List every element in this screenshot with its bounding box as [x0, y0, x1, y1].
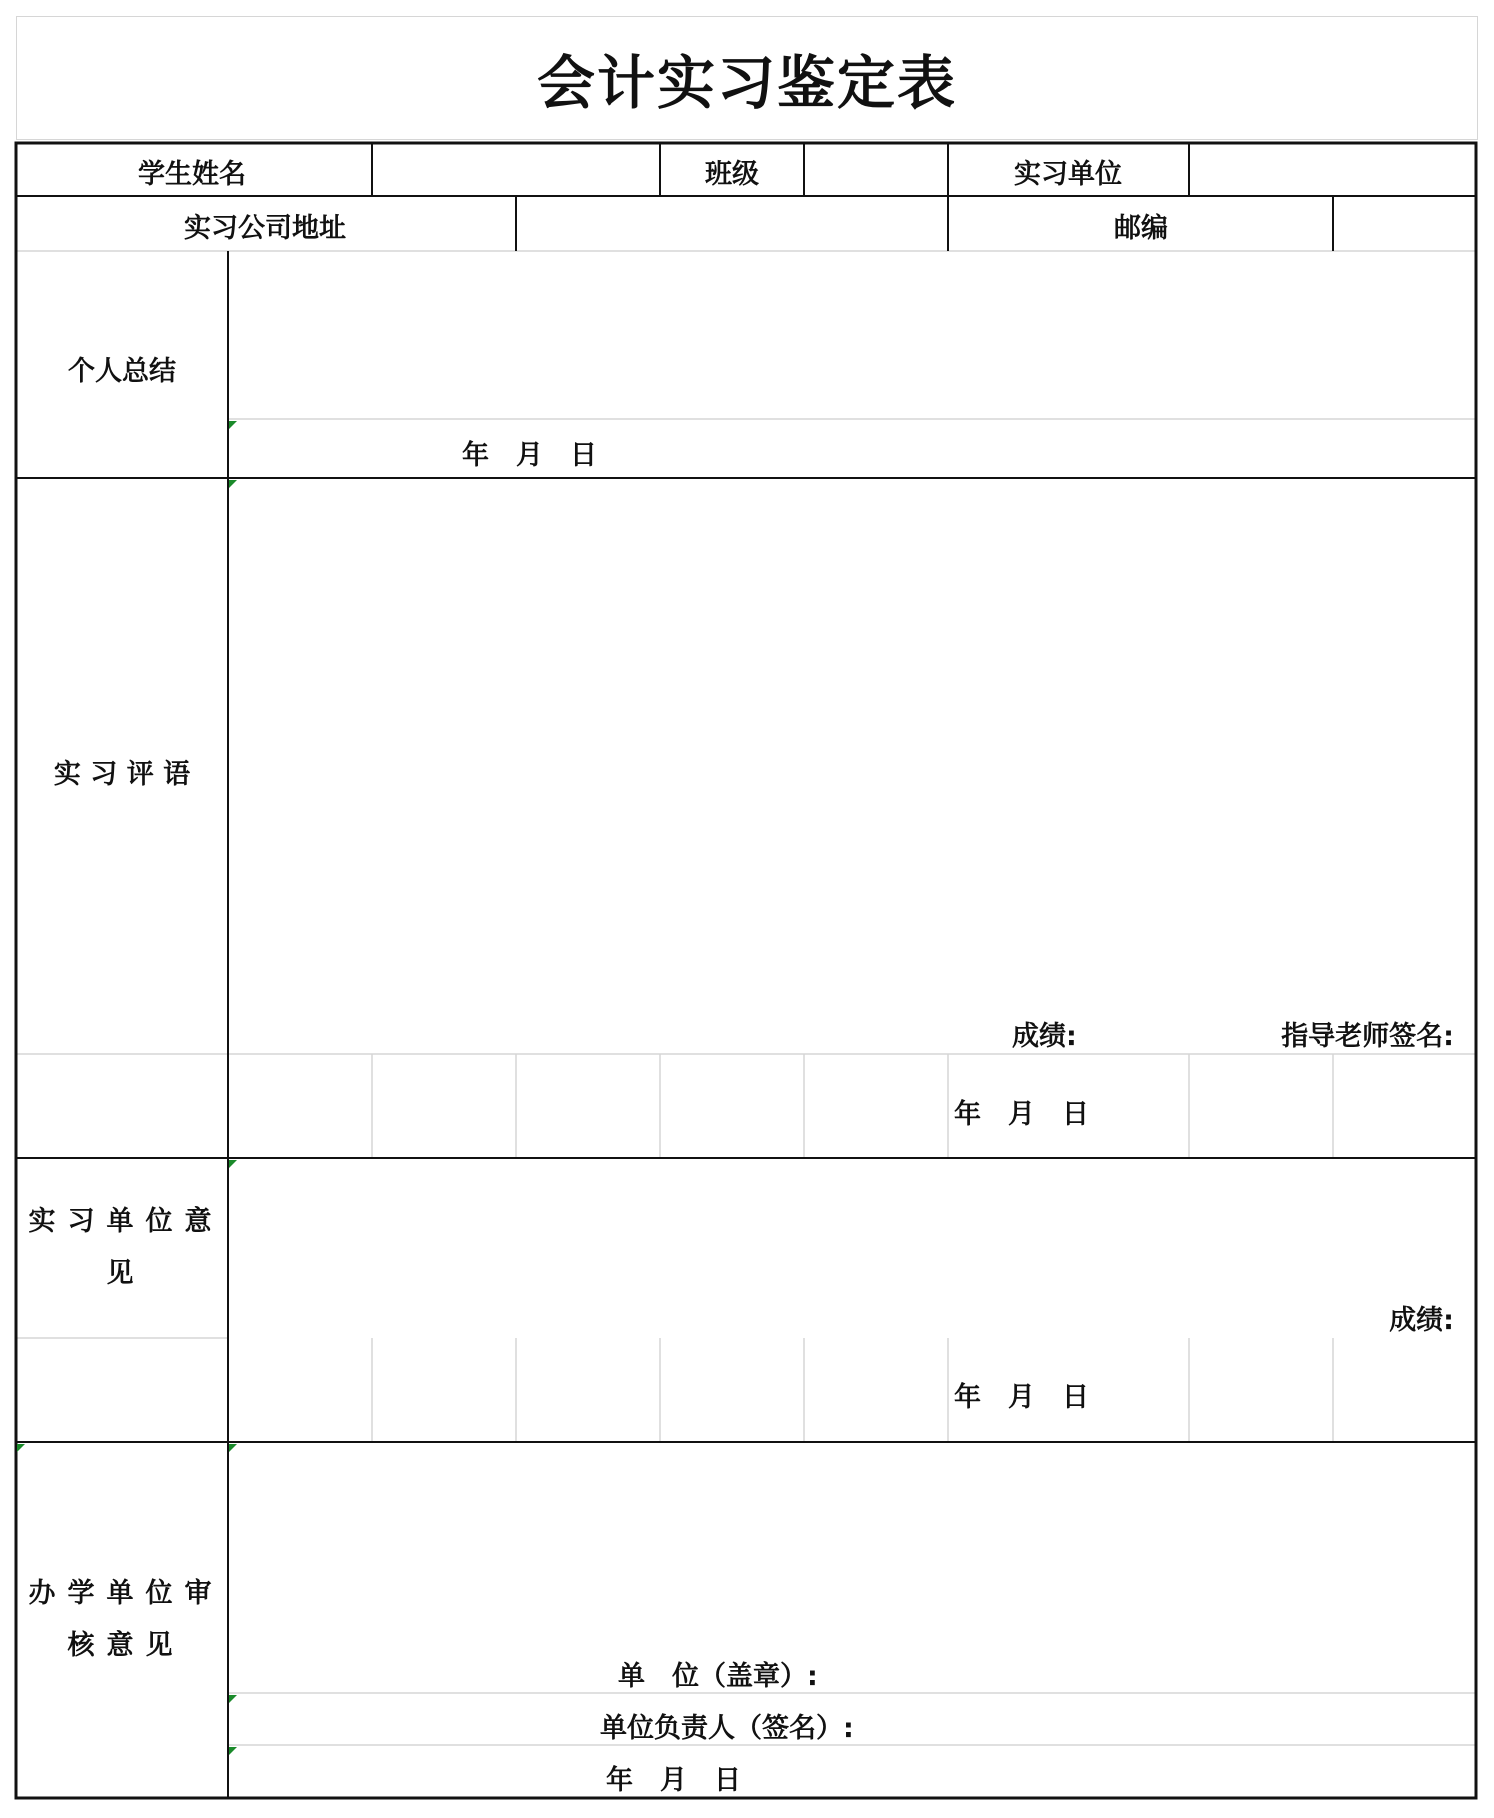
internship-comment-field[interactable]: [230, 480, 1474, 1000]
school-review-field[interactable]: [230, 1444, 1474, 1644]
cell-marker: [229, 1747, 237, 1755]
cell-marker: [17, 1444, 25, 1452]
comment-date: 年 月 日: [954, 1099, 1089, 1130]
school-review-date: 年 月 日: [606, 1765, 741, 1796]
school-review-label-line2: 核意见: [67, 1630, 185, 1661]
company-address-label: 实习公司地址: [184, 213, 346, 244]
school-review-label: [20, 1568, 232, 1672]
personal-summary-field[interactable]: [230, 253, 1474, 417]
zip-code-field[interactable]: [1335, 198, 1474, 249]
zip-code-label: 邮编: [1114, 213, 1168, 244]
unit-opinion-field[interactable]: [230, 1160, 1474, 1280]
unit-leader-signature-label: 单位负责人（签名）:: [600, 1713, 854, 1744]
internship-unit-field[interactable]: [1191, 145, 1474, 194]
class-label: 班级: [705, 159, 759, 190]
unit-opinion-date: 年 月 日: [954, 1382, 1089, 1413]
unit-opinion-score-label: 成绩:: [1389, 1305, 1454, 1336]
unit-opinion-label-line1: 实习单位意: [28, 1206, 224, 1237]
form-title: 会计实习鉴定表: [536, 49, 957, 117]
cell-marker: [229, 421, 237, 429]
student-name-field[interactable]: [374, 145, 658, 194]
summary-date: 年 月 日: [462, 440, 597, 471]
unit-seal-label: 单 位（盖章）:: [618, 1661, 818, 1692]
internship-comment-label: 实 习 评 语: [53, 759, 191, 790]
class-field[interactable]: [806, 145, 946, 194]
internship-unit-label: 实习单位: [1014, 159, 1122, 190]
cell-marker: [229, 1695, 237, 1703]
comment-score-label: 成绩:: [1012, 1021, 1077, 1052]
school-review-label-line1: 办学单位审: [28, 1578, 224, 1609]
unit-opinion-label-line2: 见: [106, 1258, 146, 1289]
personal-summary-label: 个人总结: [68, 356, 176, 387]
company-address-field[interactable]: [518, 198, 946, 249]
student-name-label: 学生姓名: [138, 159, 246, 190]
teacher-signature-label: 指导老师签名:: [1281, 1021, 1454, 1052]
unit-opinion-label: [20, 1196, 232, 1300]
